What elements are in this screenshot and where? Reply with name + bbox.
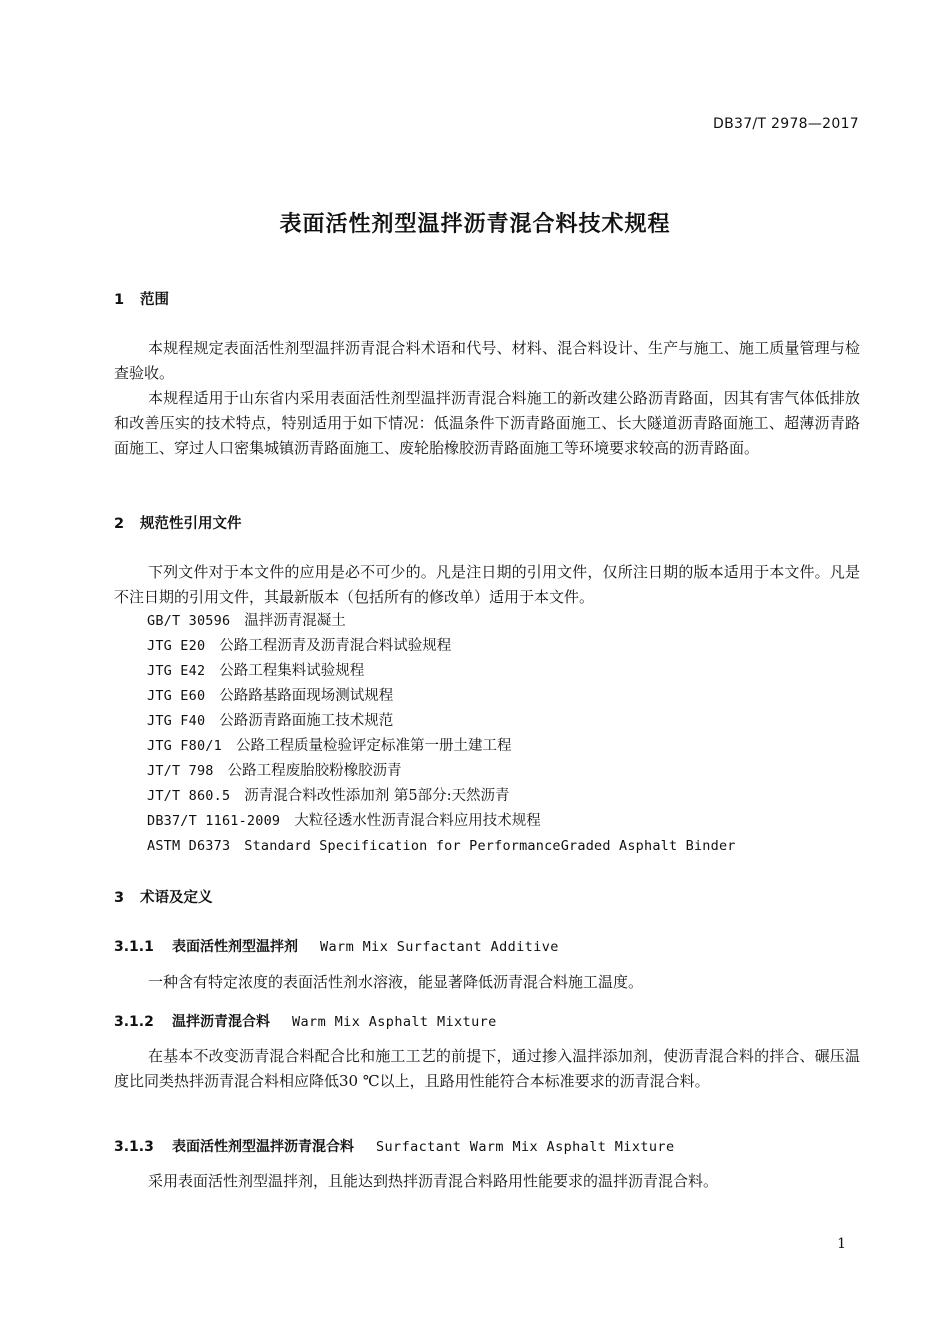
section-2-heading [114, 512, 242, 533]
references-intro-paragraph: 下列文件对于本文件的应用是必不可少的。凡是注日期的引用文件，仅所注日期的版本适用于本文件。凡是不注日期的引用文件，其最新版本（包括所有的修改单）适用于本文件。 [114, 563, 860, 606]
section-title: 规范性引用文件 [140, 516, 242, 532]
term-english: Surfactant Warm Mix Asphalt Mixture [376, 1139, 675, 1155]
reference-code: GB/T 30596 [147, 613, 231, 629]
term-number: 3.1.3 [114, 1139, 154, 1155]
reference-code: ASTM D6373 [147, 838, 231, 854]
term-3-1-2-heading [114, 1011, 497, 1031]
reference-code: DB37/T 1161-2009 [147, 813, 281, 829]
reference-name: 大粒径透水性沥青混合料应用技术规程 [294, 813, 541, 829]
term-3-1-3-heading [114, 1136, 674, 1156]
section-title: 术语及定义 [140, 890, 213, 906]
reference-code: JTG F40 [147, 713, 206, 729]
term-english: Warm Mix Surfactant Additive [320, 939, 559, 955]
term-number: 3.1.2 [114, 1014, 154, 1030]
section-number: 2 [114, 516, 125, 532]
reference-item [147, 634, 736, 659]
reference-code: JTG E20 [147, 638, 206, 654]
document-code: DB37/T 2978—2017 [713, 116, 859, 132]
term-chinese: 温拌沥青混合料 [172, 1014, 270, 1030]
term-chinese: 表面活性剂型温拌沥青混合料 [172, 1139, 354, 1155]
reference-code: JTG F80/1 [147, 738, 222, 754]
page-number: 1 [837, 1236, 846, 1252]
reference-name: 公路工程集料试验规程 [219, 663, 365, 679]
term-3-1-1-heading [114, 936, 559, 956]
reference-item [147, 784, 736, 809]
reference-name: 沥青混合料改性添加剂 第5部分:天然沥青 [244, 788, 510, 804]
scope-paragraph-2: 本规程适用于山东省内采用表面活性剂型温拌沥青混合料施工的新改建公路沥青路面，因其有害气体低排放和改善压实的技术特点，特别适用于如下情况：低温条件下沥青路面施工、长大隧道沥青路面施工、超薄沥青路面施工、穿过人口密集城镇沥青路面施工、废轮胎橡胶沥青路面施工等环境要求较高的沥青路面。 [114, 389, 860, 457]
section-number: 3 [114, 890, 125, 906]
reference-name: 公路工程质量检验评定标准第一册土建工程 [235, 738, 512, 754]
document-title: 表面活性剂型温拌沥青混合料技术规程 [279, 212, 671, 237]
reference-item [147, 609, 736, 634]
term-3-1-1-definition: 一种含有特定浓度的表面活性剂水溶液，能显著降低沥青混合料施工温度。 [148, 973, 644, 991]
reference-code: JTG E60 [147, 688, 206, 704]
section-title: 范围 [140, 292, 169, 308]
section-3-heading [114, 886, 213, 907]
reference-item [147, 809, 736, 834]
reference-name: 公路工程废胎胶粉橡胶沥青 [227, 763, 402, 779]
reference-item [147, 834, 736, 859]
reference-item [147, 734, 736, 759]
reference-name: 公路路基路面现场测试规程 [219, 688, 394, 704]
term-number: 3.1.1 [114, 939, 154, 955]
scope-paragraph-1: 本规程规定表面活性剂型温拌沥青混合料术语和代号、材料、混合料设计、生产与施工、施工质量管理与检查验收。 [114, 339, 860, 382]
reference-list [147, 609, 736, 859]
reference-name: 公路工程沥青及沥青混合料试验规程 [219, 638, 452, 654]
reference-item [147, 759, 736, 784]
term-english: Warm Mix Asphalt Mixture [292, 1014, 497, 1030]
reference-code: JT/T 860.5 [147, 788, 231, 804]
reference-item [147, 684, 736, 709]
reference-name: 温拌沥青混凝土 [244, 613, 346, 629]
term-3-1-3-definition: 采用表面活性剂型温拌剂，且能达到热拌沥青混合料路用性能要求的温拌沥青混合料。 [148, 1172, 719, 1190]
reference-item [147, 709, 736, 734]
term-chinese: 表面活性剂型温拌剂 [172, 939, 298, 955]
section-1-heading [114, 288, 169, 309]
reference-name: Standard Specification for PerformanceGraded Asphalt Binder [244, 838, 736, 854]
reference-code: JT/T 798 [147, 763, 214, 779]
reference-item [147, 659, 736, 684]
reference-code: JTG E42 [147, 663, 206, 679]
section-number: 1 [114, 292, 125, 308]
reference-name: 公路沥青路面施工技术规范 [219, 713, 394, 729]
term-3-1-2-definition: 在基本不改变沥青混合料配合比和施工工艺的前提下，通过掺入温拌添加剂，使沥青混合料的拌合、碾压温度比同类热拌沥青混合料相应降低30 ℃以上，且路用性能符合本标准要求的沥青混合料。 [114, 1047, 860, 1090]
